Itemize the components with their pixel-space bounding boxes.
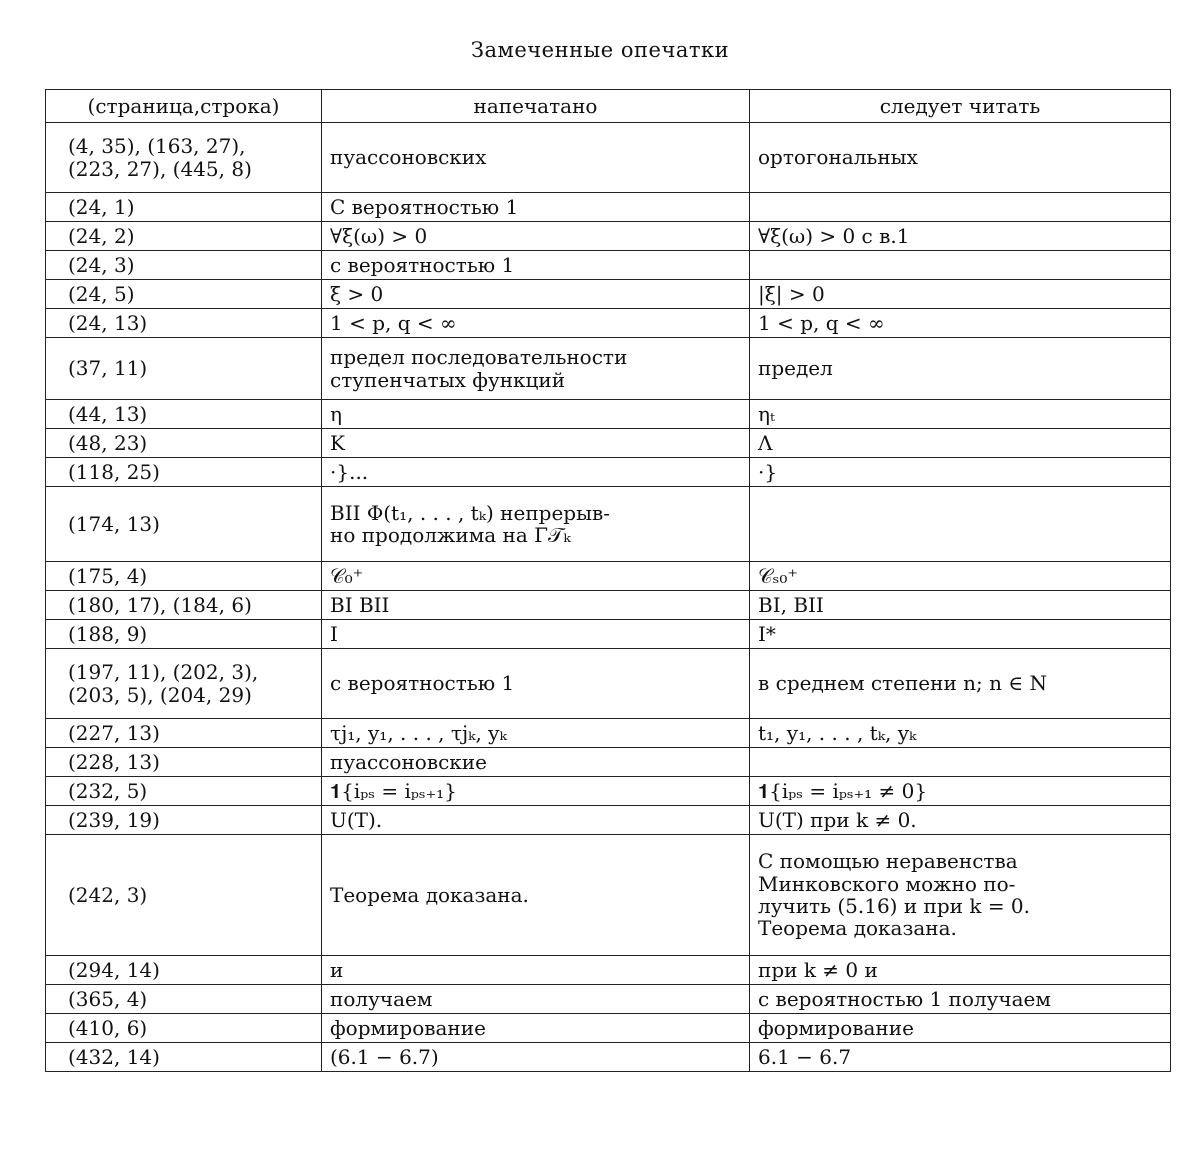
row-location: (227, 13): [46, 719, 322, 748]
row-printed: с вероятностью 1: [322, 251, 750, 280]
table-row: [46, 956, 1171, 985]
row-location: (24, 5): [46, 280, 322, 309]
table-row: [46, 280, 1171, 309]
row-location: (432, 14): [46, 1043, 322, 1072]
table-row: [46, 458, 1171, 487]
row-printed: предел последовательности ступенчатых функций: [322, 338, 750, 400]
row-should-read: ВІ, ВІІ: [750, 591, 1171, 620]
table-row: [46, 620, 1171, 649]
row-should-read: t₁, y₁, . . . , tₖ, yₖ: [750, 719, 1171, 748]
table-row: [46, 251, 1171, 280]
table-row: [46, 193, 1171, 222]
row-printed: ·}...: [322, 458, 750, 487]
row-should-read: |ξ| > 0: [750, 280, 1171, 309]
row-should-read: [750, 748, 1171, 777]
table-row: [46, 719, 1171, 748]
row-printed: и: [322, 956, 750, 985]
row-should-read: при k ≠ 0 и: [750, 956, 1171, 985]
table-row: [46, 487, 1171, 562]
table-row: [46, 591, 1171, 620]
row-printed: получаем: [322, 985, 750, 1014]
table-row: [46, 400, 1171, 429]
errata-body: [46, 123, 1171, 1072]
table-row: [46, 222, 1171, 251]
table-row: [46, 429, 1171, 458]
row-should-read: ∀ξ(ω) > 0 с в.1: [750, 222, 1171, 251]
row-printed: I: [322, 620, 750, 649]
row-printed: 𝒞₀⁺: [322, 562, 750, 591]
row-location: (44, 13): [46, 400, 322, 429]
row-printed: пуассоновские: [322, 748, 750, 777]
table-row: [46, 835, 1171, 956]
row-location: (242, 3): [46, 835, 322, 956]
row-printed: ВІ ВІІ: [322, 591, 750, 620]
row-location: (118, 25): [46, 458, 322, 487]
row-location: (180, 17), (184, 6): [46, 591, 322, 620]
header-location: (страница,строка): [46, 90, 322, 123]
row-should-read: I*: [750, 620, 1171, 649]
row-location: (175, 4): [46, 562, 322, 591]
row-printed: ξ > 0: [322, 280, 750, 309]
row-location: (24, 3): [46, 251, 322, 280]
table-row: [46, 649, 1171, 719]
row-should-read: U(T) при k ≠ 0.: [750, 806, 1171, 835]
row-location: (24, 1): [46, 193, 322, 222]
row-should-read: [750, 193, 1171, 222]
row-printed: с вероятностью 1: [322, 649, 750, 719]
row-location: (48, 23): [46, 429, 322, 458]
row-printed: пуассоновских: [322, 123, 750, 193]
row-printed: Теорема доказана.: [322, 835, 750, 956]
table-row: [46, 748, 1171, 777]
row-printed: (6.1 − 6.7): [322, 1043, 750, 1072]
table-row: [46, 309, 1171, 338]
row-should-read: 6.1 − 6.7: [750, 1043, 1171, 1072]
row-printed: U(T).: [322, 806, 750, 835]
row-location: (294, 14): [46, 956, 322, 985]
row-should-read: формирование: [750, 1014, 1171, 1043]
row-printed: K: [322, 429, 750, 458]
row-location: (188, 9): [46, 620, 322, 649]
document-title: Замеченные опечатки: [470, 38, 730, 62]
row-should-read: ·}: [750, 458, 1171, 487]
row-location: (4, 35), (163, 27), (223, 27), (445, 8): [46, 123, 322, 193]
row-should-read: С помощью неравенства Минковского можно по- лучить (5.16) и при k = 0. Теорема доказана.: [750, 835, 1171, 956]
table-row: [46, 985, 1171, 1014]
row-should-read: 𝟏{iₚₛ = iₚₛ₊₁ ≠ 0}: [750, 777, 1171, 806]
row-printed: η: [322, 400, 750, 429]
table-row: [46, 1014, 1171, 1043]
row-printed: τj₁, y₁, . . . , τjₖ, yₖ: [322, 719, 750, 748]
row-printed: 𝟏{iₚₛ = iₚₛ₊₁}: [322, 777, 750, 806]
row-location: (24, 2): [46, 222, 322, 251]
row-location: (239, 19): [46, 806, 322, 835]
row-location: (365, 4): [46, 985, 322, 1014]
row-location: (37, 11): [46, 338, 322, 400]
row-should-read: 1 < p, q < ∞: [750, 309, 1171, 338]
header-row: [46, 90, 1171, 123]
row-printed: 1 < p, q < ∞: [322, 309, 750, 338]
row-location: (232, 5): [46, 777, 322, 806]
row-should-read: ηₜ: [750, 400, 1171, 429]
table-row: [46, 777, 1171, 806]
row-location: (228, 13): [46, 748, 322, 777]
row-should-read: ортогональных: [750, 123, 1171, 193]
row-location: (410, 6): [46, 1014, 322, 1043]
row-should-read: Λ: [750, 429, 1171, 458]
row-location: (197, 11), (202, 3), (203, 5), (204, 29): [46, 649, 322, 719]
row-location: (174, 13): [46, 487, 322, 562]
row-printed: формирование: [322, 1014, 750, 1043]
row-printed: ВІІ Φ(t₁, . . . , tₖ) непрерыв- но продолжима на Γ𝒯ₖ: [322, 487, 750, 562]
header-printed: напечатано: [322, 90, 750, 123]
row-should-read: в среднем степени n; n ∈ N: [750, 649, 1171, 719]
row-should-read: предел: [750, 338, 1171, 400]
errata-table: [45, 89, 1171, 1072]
table-row: [46, 562, 1171, 591]
row-location: (24, 13): [46, 309, 322, 338]
header-should-read: следует читать: [750, 90, 1171, 123]
table-row: [46, 1043, 1171, 1072]
row-should-read: с вероятностью 1 получаем: [750, 985, 1171, 1014]
table-row: [46, 338, 1171, 400]
table-row: [46, 123, 1171, 193]
row-printed: ∀ξ(ω) > 0: [322, 222, 750, 251]
row-should-read: [750, 487, 1171, 562]
row-should-read: 𝒞ₛ₀⁺: [750, 562, 1171, 591]
row-printed: С вероятностью 1: [322, 193, 750, 222]
row-should-read: [750, 251, 1171, 280]
table-row: [46, 806, 1171, 835]
